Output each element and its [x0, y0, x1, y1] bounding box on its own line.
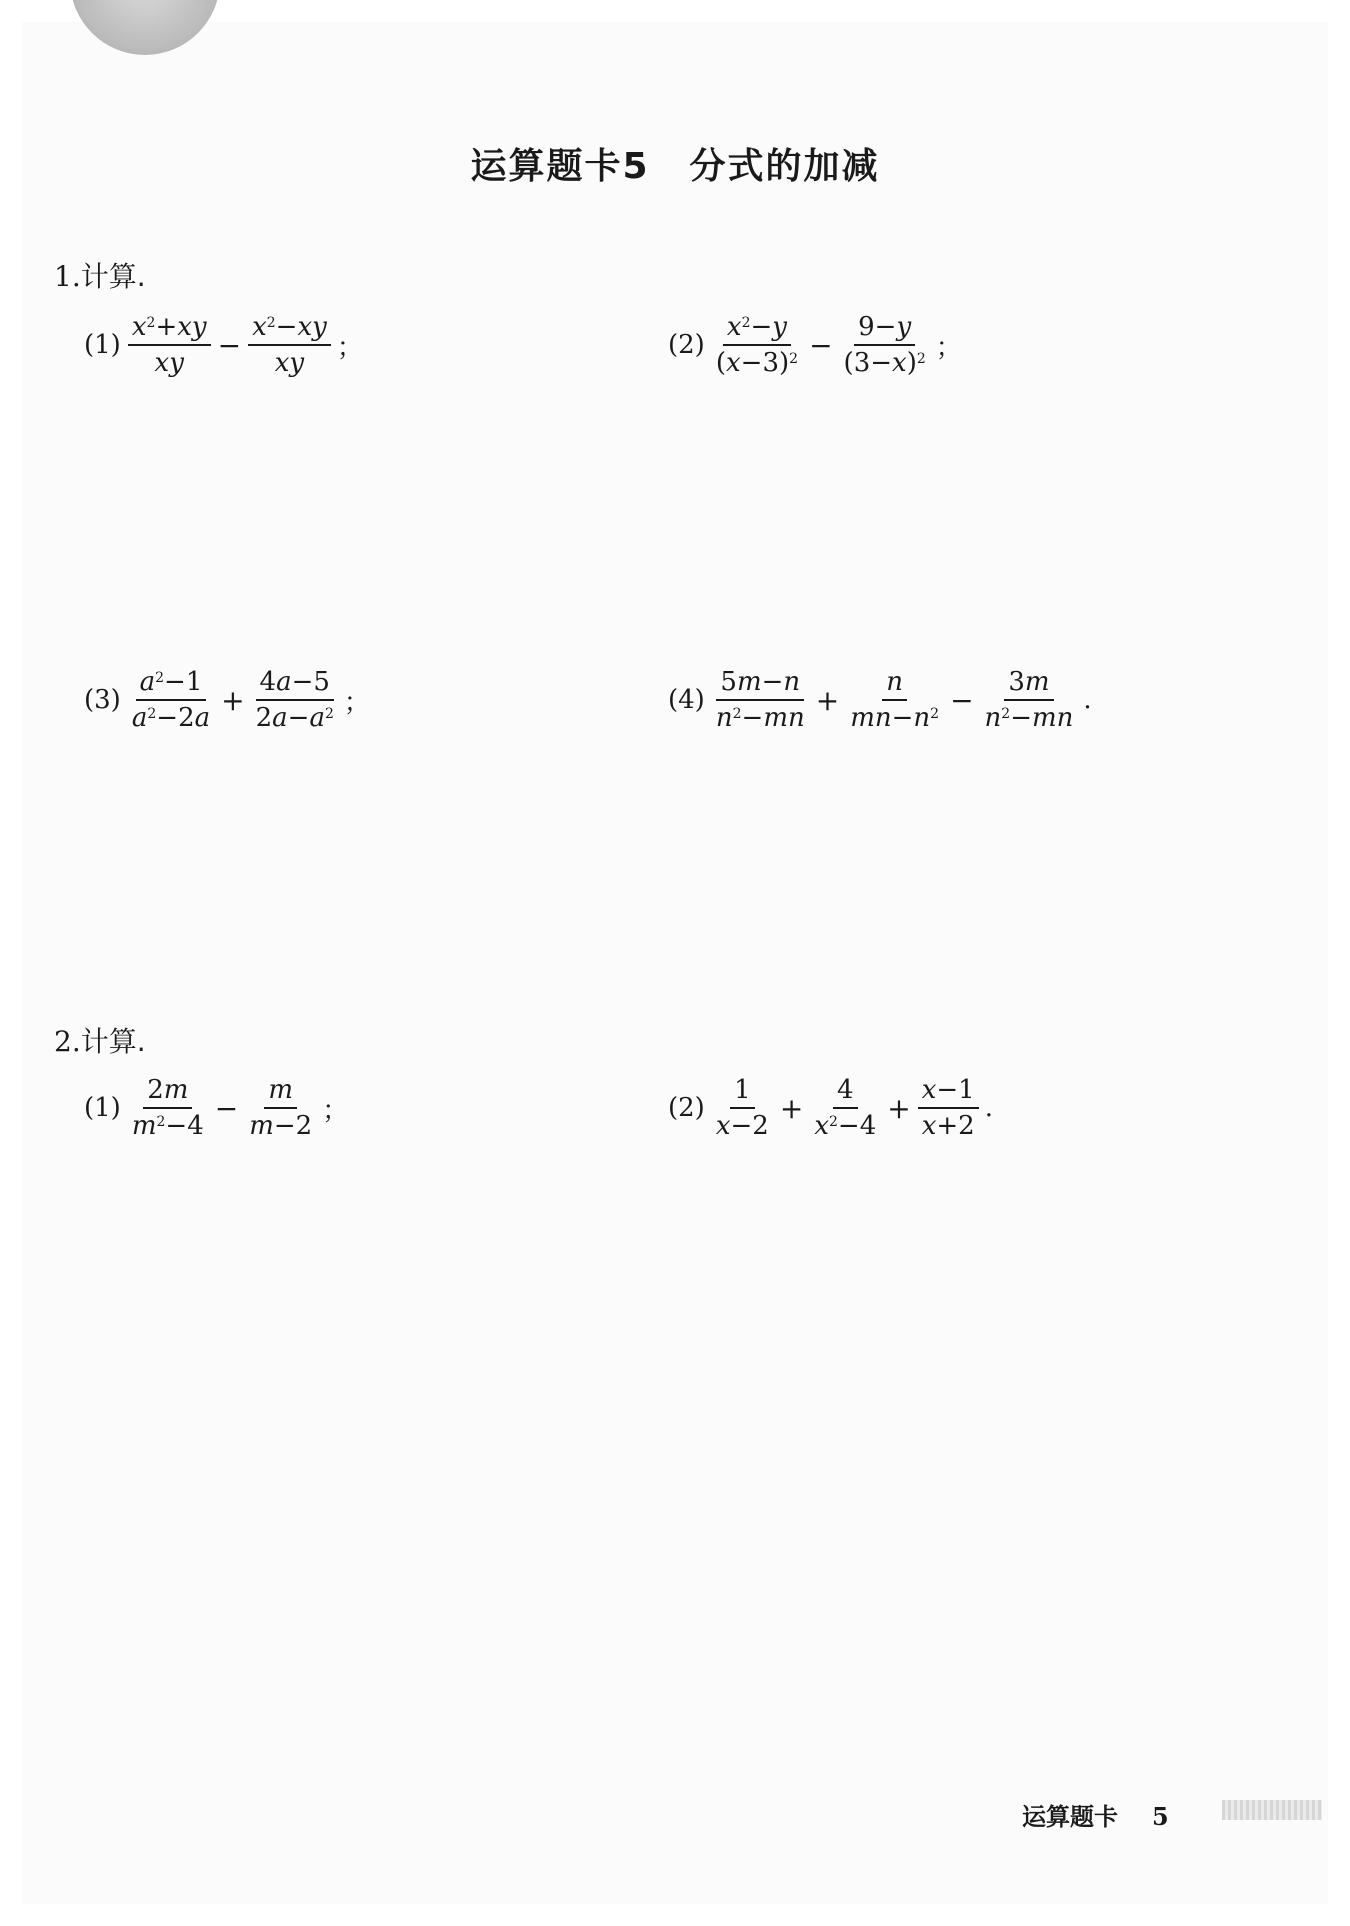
denominator: $2a-a^2$: [255, 703, 334, 733]
numerator: 2m: [143, 1073, 192, 1109]
problem-2-1: (1) $\frac{2m}{m^2-4}$ − $\frac{m}{m-2}$ ；: [84, 1075, 349, 1141]
denominator: $(3-x)^2$: [843, 348, 926, 378]
denominator: $n^2-mn$: [984, 703, 1074, 733]
numerator: m: [264, 1073, 297, 1109]
denominator: x−2: [715, 1111, 769, 1141]
problem-1-2: (2) $\frac{x^2-y}{(x-3)^2}$ − $\frac{9-y}{(3-x)^2}$ ；: [668, 312, 962, 378]
numerator: 5m−n: [716, 665, 804, 701]
numerator: $x^2-y$: [723, 310, 791, 346]
denominator: $n^2-mn$: [715, 703, 805, 733]
section-1-heading: 1.计算.: [54, 260, 146, 293]
section-2-heading: 2.计算.: [54, 1025, 146, 1058]
title-left: 运算题卡5: [470, 146, 650, 187]
fraction: [128, 310, 211, 380]
denominator: $m^2-4$: [131, 1111, 204, 1141]
denominator: $mn-n^2$: [850, 703, 940, 733]
denominator: m−2: [249, 1111, 313, 1141]
fraction: [981, 665, 1078, 735]
fraction: [846, 665, 943, 735]
numerator: 9−y: [854, 310, 915, 346]
problem-1-4: (4) $\frac{5m-n}{n^2-mn}$ + $\frac{n}{mn-n^2}$ − $\frac{3m}{n^2-mn}$ .: [668, 667, 1092, 733]
numerator: $a^2-1$: [136, 665, 207, 701]
fraction: [712, 665, 809, 735]
fraction: [840, 310, 930, 380]
page-title: [0, 138, 1350, 189]
numerator: n: [882, 665, 907, 701]
numerator: 4a−5: [256, 665, 334, 701]
title-right: 分式的加减: [689, 146, 880, 187]
fraction: [128, 665, 214, 735]
numerator: $x^2-xy$: [248, 310, 331, 346]
denominator: x+2: [921, 1111, 975, 1141]
page-footer: [1022, 1797, 1169, 1832]
page-number: 5: [1152, 1802, 1169, 1831]
numerator: x−1: [918, 1073, 979, 1109]
denominator: $x^2-4$: [814, 1111, 877, 1141]
problem-1-3: (3) $\frac{a^2-1}{a^2-2a}$ + $\frac{4a-5}{2a-a^2}$ ；: [84, 667, 370, 733]
denominator: xy: [274, 348, 305, 378]
fraction: [252, 665, 338, 735]
footer-text: 运算题卡: [1022, 1803, 1118, 1831]
fraction: [248, 310, 331, 380]
numerator: $x^2+xy$: [128, 310, 211, 346]
denominator: $(x-3)^2$: [715, 348, 799, 378]
numerator: 3m: [1004, 665, 1053, 701]
fraction: [810, 1073, 880, 1143]
problem-2-2: (2) $\frac{1}{x-2}$ + $\frac{4}{x^2-4}$ + $\frac{x-1}{x+2}$ .: [668, 1075, 993, 1141]
fraction: [712, 1073, 773, 1143]
fraction: [712, 310, 802, 380]
denominator: xy: [154, 348, 184, 378]
worksheet-page: [22, 22, 1328, 1904]
fraction: [128, 1073, 208, 1143]
numerator: 4: [833, 1073, 858, 1109]
numerator: 1: [730, 1073, 755, 1109]
denominator: $a^2-2a$: [131, 703, 211, 733]
fraction: [245, 1073, 316, 1143]
fraction: [918, 1073, 979, 1143]
problem-1-1: (1) $\frac{x^2+xy}{xy}$ − $\frac{x^2-xy}{xy}$ ；: [84, 312, 363, 378]
footer-decoration: [1222, 1800, 1322, 1820]
